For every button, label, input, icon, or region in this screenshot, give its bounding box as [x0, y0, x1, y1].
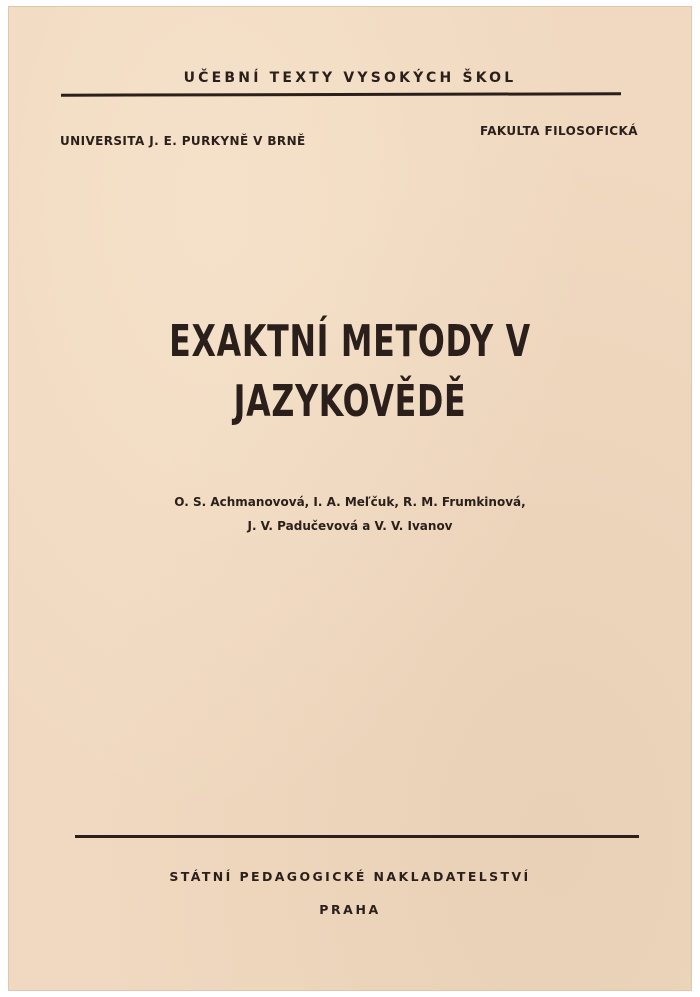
faculty-name: FAKULTA FILOSOFICKÁ: [480, 124, 638, 138]
top-divider-rule: [61, 92, 621, 96]
book-cover: [8, 6, 692, 991]
series-heading: UČEBNÍ TEXTY VYSOKÝCH ŠKOL: [183, 70, 517, 86]
university-name: UNIVERSITA J. E. PURKYNĚ V BRNĚ: [60, 134, 306, 148]
bottom-divider-rule: [75, 835, 639, 838]
book-title: EXAKTNÍ METODY V JAZYKOVĚDĚ: [169, 316, 531, 427]
authors-line-1: O. S. Achmanovová, I. A. Meľčuk, R. M. Frumkinová,: [174, 495, 526, 509]
publisher-name: STÁTNÍ PEDAGOGICKÉ NAKLADATELSTVÍ: [169, 869, 531, 884]
authors-block: [8, 490, 692, 538]
authors-line-2: J. V. Padučevová a V. V. Ivanov: [247, 519, 453, 533]
publication-city: PRAHA: [319, 902, 381, 917]
